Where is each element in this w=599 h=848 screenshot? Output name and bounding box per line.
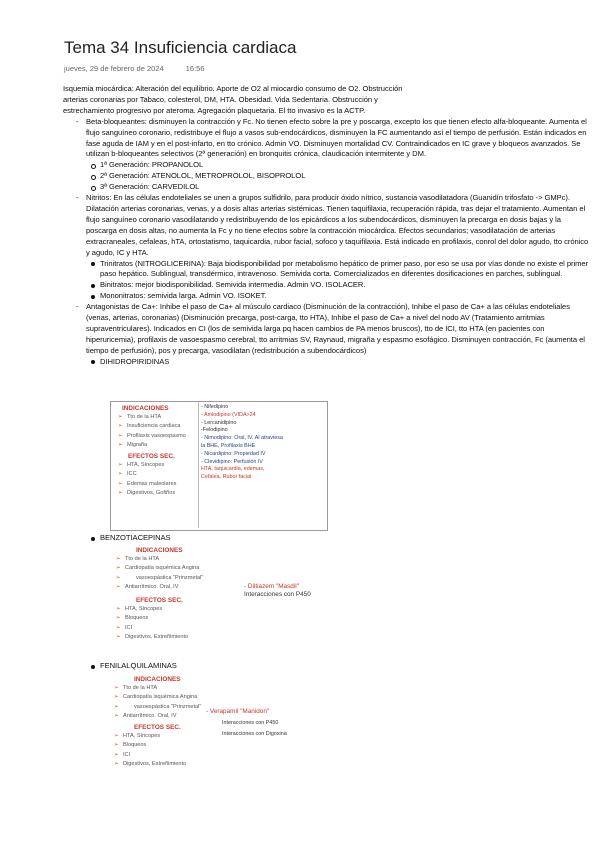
drug-line: HTA, taquicardia, edemas, xyxy=(201,466,265,473)
indications-header: INDICACIONES xyxy=(136,547,183,554)
drug-line: - Lercanidipino xyxy=(201,419,237,426)
drug-line: - Diltiazem "Masdil" xyxy=(244,583,299,590)
drug-line: la BHE, Profilaxis BHE xyxy=(201,442,256,449)
effect-row: ➢ ICI xyxy=(116,624,226,633)
benzotiacepinas-drugs xyxy=(244,583,364,599)
benzotiacepinas-table xyxy=(116,546,226,642)
antagonistas-item xyxy=(63,302,593,357)
nitrate-item: Trinitratos (NITROGLICERINA): Baja biodisponibilidad por metabolismo hepático de primer paso, por eso se usa por vías donde no existe el primer paso hepático. Sublingual, transdérmico, intravenoso. Semivida corta. Comercializados en diferentes dosificaciones en parches, sublingual. xyxy=(86,259,593,281)
dihidropiridinas-indications xyxy=(118,404,198,498)
effects-header: EFECTOS SEC. xyxy=(136,597,183,605)
nitrate-item: Mononitratos: semivida larga. Admin VO. ISOKET. xyxy=(86,291,593,302)
beta-text: - Beta-bloqueantes: disminuyen la contracción y Fc. No tienen efecto sobre la pre y poscarga, excepto los que tienen efecto alfa-bloqueante. Aumenta el flujo sanguíneo coronario, redistribuye el flujo a vasos sub-endocárdicos, disminuyen la FC aumentando así el tiempo de perfusión. Están indicados en fase aguda de IAM y en el post-infarto, en tto crónico. Admin VO. Disminuyen mortalidad CV. Contraindicados en IC grave y bloqueos avanzados. Se utilizan b-bloqueantes selectivos (2ª generación) en bronquitis crónica, claudicación intermitente y DM. xyxy=(86,116,587,159)
fenilalquilaminas-drugs xyxy=(206,708,356,738)
effect-row: ➢ Digestivos, Estreñimiento xyxy=(114,760,224,769)
fenil-heading-wrap xyxy=(63,661,263,672)
note-content xyxy=(63,84,593,368)
indication-row: ➢ Cardiopatía isquémica Angina xyxy=(116,564,226,573)
effects-header: EFECTOS SEC. xyxy=(128,453,175,461)
drug-line: Interacciones con Digoxina xyxy=(222,730,287,737)
group-heading-benzotiacepinas: BENZOTIACEPINAS xyxy=(86,533,263,544)
beta-generations xyxy=(86,160,593,193)
effect-row: ➢ Bloqueos xyxy=(114,741,224,750)
drug-line: - Nicardipino: Propiedad IV xyxy=(201,450,266,457)
indication-row: ➢ vasoespástica "Prinzmetal" xyxy=(116,574,226,583)
note-date: jueves, 29 de febrero de 2024 xyxy=(64,64,164,73)
beta-item xyxy=(63,117,593,193)
effect-row: ➢ HTA, Síncopes xyxy=(116,605,226,614)
drug-line: Interacciones con P450 xyxy=(222,719,279,726)
indication-row: ➢ Profilaxis vasoespasmo xyxy=(118,432,198,441)
note-time: 16:56 xyxy=(185,64,205,73)
effect-row: ➢ Digestivos, Estreñimiento xyxy=(116,633,226,642)
generation-item: 2ª Generación: ATENOLOL, METROPROLOL, BISOPROLOL xyxy=(86,171,593,182)
intro-paragraph: Isquemia miocárdica: Alteración del equilibrio. Aporte de O2 al miocardio consumo de O2. Obstrucción arterias coronarias por Tabaco, colesterol, DM, HTA. Obesidad. Vida Sedentaria. Obstrucción y estrechamiento progresivo por ateroma. Agregación plaquetaria. El tto invasivo es la ACTP. xyxy=(63,84,403,115)
indications-header: INDICACIONES xyxy=(122,405,169,412)
indications-header: INDICACIONES xyxy=(134,676,181,683)
indication-row: ➢ Antiarrítmico. Oral, IV xyxy=(116,583,226,592)
effects-header: EFECTOS SEC. xyxy=(134,724,181,732)
nitrate-item: Binitratos: mejor biodisponibilidad. Semivida intermedia. Admin VO. ISOLACER. xyxy=(86,280,593,291)
drug-line: - Nimodipino: Oral, IV. Al atraviesa xyxy=(201,435,283,442)
drug-line: - Verapamil "Manidon" xyxy=(206,708,270,715)
indication-row: ➢ Insuficiencia cardiaca xyxy=(118,422,198,431)
note-meta xyxy=(64,64,204,73)
drug-line: Cefalea, Rubor facial xyxy=(201,474,252,481)
page-title: Tema 34 Insuficiencia cardiaca xyxy=(64,38,297,57)
indication-row: ➢ Migraña xyxy=(118,441,198,450)
drug-line: - Amlodipino (VIDA>24 xyxy=(201,411,256,418)
benzo-heading-wrap xyxy=(63,533,263,544)
indication-row: ➢ Cardiopatía isquémica Angina xyxy=(114,693,224,702)
generation-item: 3ª Generación: CARVEDILOL xyxy=(86,182,593,193)
drug-line: - Nifedipino xyxy=(201,404,229,410)
effect-row: ➢ Digestivos, Gofiños xyxy=(118,489,198,498)
drug-line: - Clevidipino: Perfusión IV xyxy=(201,458,264,465)
dihidropiridinas-drugs xyxy=(201,404,325,482)
drug-line: -Felodipino xyxy=(201,427,228,434)
group-heading-fenilalquilaminas: FENILALQUILAMINAS xyxy=(86,661,263,672)
table-divider xyxy=(198,402,199,528)
indication-row: ➢ Tto de la HTA xyxy=(118,413,198,422)
main-list xyxy=(63,117,593,357)
effect-row: ➢ Edemas maleolares xyxy=(118,480,198,489)
group-heading-dihidropiridinas: DIHIDROPIRIDINAS xyxy=(86,357,593,368)
effect-row: ➢ ICI xyxy=(114,751,224,760)
antagonistas-text: - Antagonistas de Ca+: Inhibe el paso de Ca+ al músculo cardiaco (Disminución de la contracción), Inhibe el paso de Ca+ a las células endoteliales (venas, arterias, coronarias) (Disminución precarga, post-carga, tto HTA), Inhibe el paso de Ca+ a nivel del nodo AV (Tratamiento arritmias supraventriculares). Indicados en CI (los de semivida larga pq hacen cambios de PA menos bruscos), tto de ICI, tto HTA (en pacientes con hiperuricemia), profilaxis de vasoespasmo cerebral, tto arritmias SV, Raynaud, migraña y espasmo esofágico. Disminuyen contracción, Fc (aumenta el tiempo de perfusión), pos y precarga, vasodilatan (redistribución a subendocárdicos) xyxy=(86,302,585,355)
effect-row: ➢ HTA, Síncopes xyxy=(114,732,224,741)
nitritos-text: - Nitritos: En las células endoteliales se unen a grupos sulfidrilo, para producir óxido nítrico, sustancia vasodilatadora (Guanidín trifosfato -> GMPc). Dilatación arterias coronarias, venas, y a dosis altas arterias sistémicas. Tienen taquifilaxia, recuperación rápida, tras dejar el tratamiento. Aumentan el flujo sanguíneo coronario vasodilatando y redistribuyendo de los epicárdicos a los subendocárdicos, disminuyen la precarga en dosis bajas y la poscarga en dosis altas, no aumenta la Fc y no tiene efectos sobre la contracción miocárdica. Efectos secundarios; vasodilatación de arterias extracraneales, cefaleas, hTA, ortostatismo, taquicardia, rubor facial, sofoco y taquifilaxia. Está indicado en profilaxis, conrol del dolor agudo, tto crónico y agudo, IC y HTA. xyxy=(86,193,589,257)
effect-row: ➢ ICC xyxy=(118,470,198,479)
nitritos-item xyxy=(63,193,593,302)
indication-row: ➢ vasoespástica "Prinzmetal" xyxy=(114,703,224,712)
nitritos-subitems xyxy=(86,259,593,303)
generation-item: 1ª Generación: PROPANOLOL xyxy=(86,160,593,171)
effect-row: ➢ HTA, Síncopes xyxy=(118,461,198,470)
effect-row: ➢ Bloqueos xyxy=(116,614,226,623)
drug-line: Interacciones con P450 xyxy=(244,590,311,598)
indication-row: ➢ Tto de la HTA xyxy=(114,684,224,693)
indication-row: ➢ Antiarrítmico. Oral, IV xyxy=(114,712,224,721)
indication-row: ➢ Tto de la HTA xyxy=(116,555,226,564)
